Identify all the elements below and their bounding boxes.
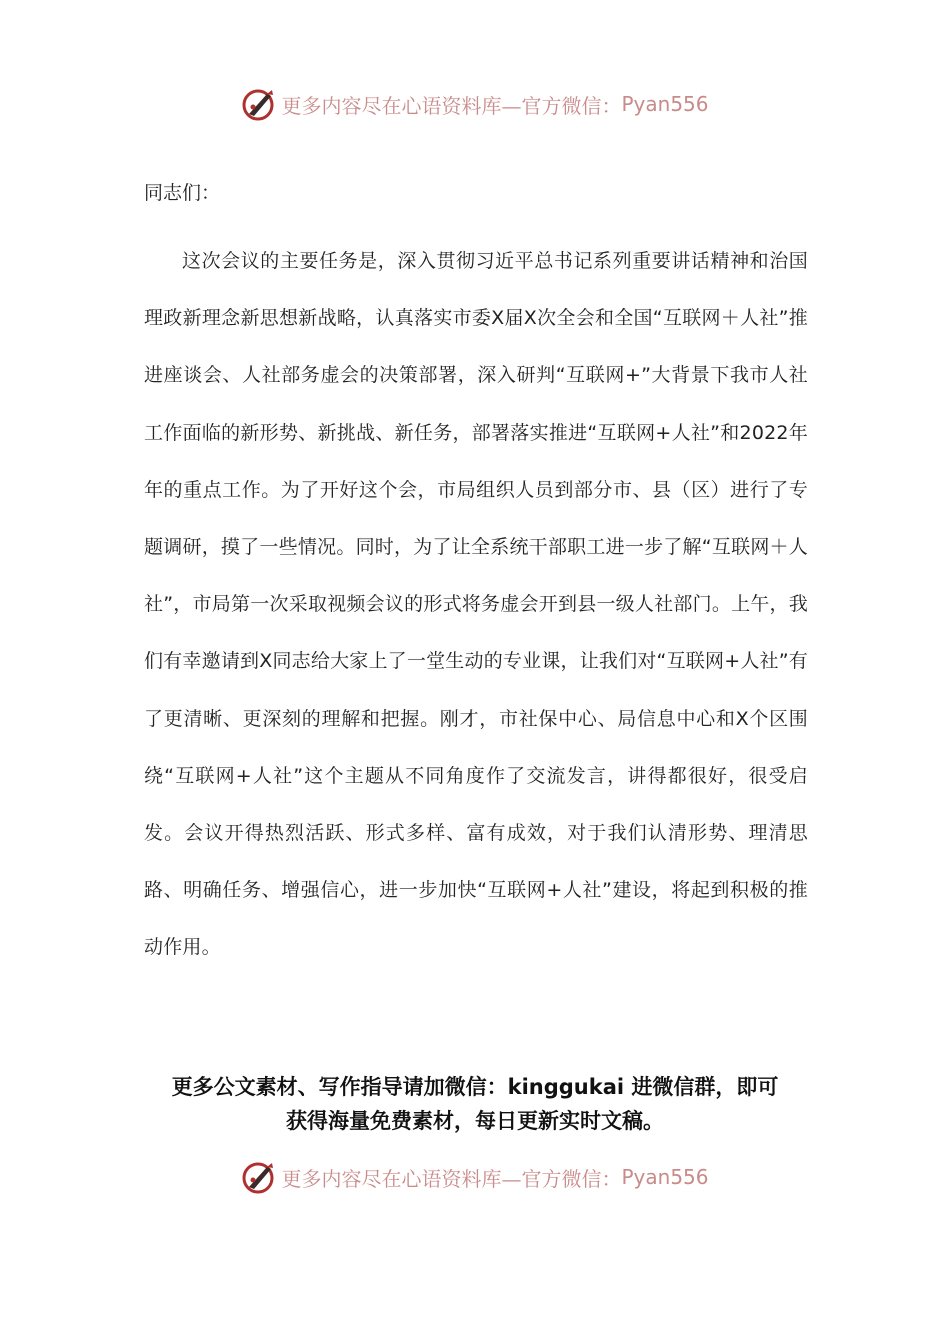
- banner-text: 更多内容尽在心语资料库—官方微信：: [281, 93, 622, 118]
- banner-text: 更多内容尽在心语资料库—官方微信：: [281, 1166, 622, 1191]
- promo-notice: [140, 1070, 810, 1138]
- footer-banner: [0, 1157, 950, 1197]
- banner-wechat-id: Pyan556: [621, 1165, 709, 1189]
- pen-logo-icon: [241, 1159, 277, 1195]
- body-paragraph: 这次会议的主要任务是，深入贯彻习近平总书记系列重要讲话精神和治国理政新理念新思想新战略，认真落实市委X届X次全会和全国“互联网＋人社”推进座谈会、人社部务虚会的决策部署，深入研判“互联网+”大背景下我市人社工作面临的新形势、新挑战、新任务，部署落实推进“互联网+人社”和2022年年的重点工作。为了开好这个会，市局组织人员到部分市、县（区）进行了专题调研，摸了一些情况。同时，为了让全系统干部职工进一步了解“互联网＋人社”，市局第一次采取视频会议的形式将务虚会开到县一级人社部门。上午，我们有幸邀请到X同志给大家上了一堂生动的专业课，让我们对“互联网+人社”有了更清晰、更深刻的理解和把握。刚才，市社保中心、局信息中心和X个区围绕“互联网+人社”这个主题从不同角度作了交流发言，讲得都很好，很受启发。会议开得热烈活跃、形式多样、富有成效，对于我们认清形势、理清思路、明确任务、增强信心，进一步加快“互联网+人社”建设，将起到积极的推动作用。: [144, 250, 808, 959]
- pen-logo-icon: [241, 86, 277, 122]
- header-banner: [0, 84, 950, 124]
- salutation: 同志们：: [144, 182, 221, 204]
- promo-line-2: 获得海量免费素材，每日更新实时文稿。: [286, 1109, 664, 1133]
- banner-wechat-id: Pyan556: [621, 92, 709, 116]
- promo-line-1: 更多公文素材、写作指导请加微信：kinggukai 进微信群，即可: [171, 1075, 779, 1099]
